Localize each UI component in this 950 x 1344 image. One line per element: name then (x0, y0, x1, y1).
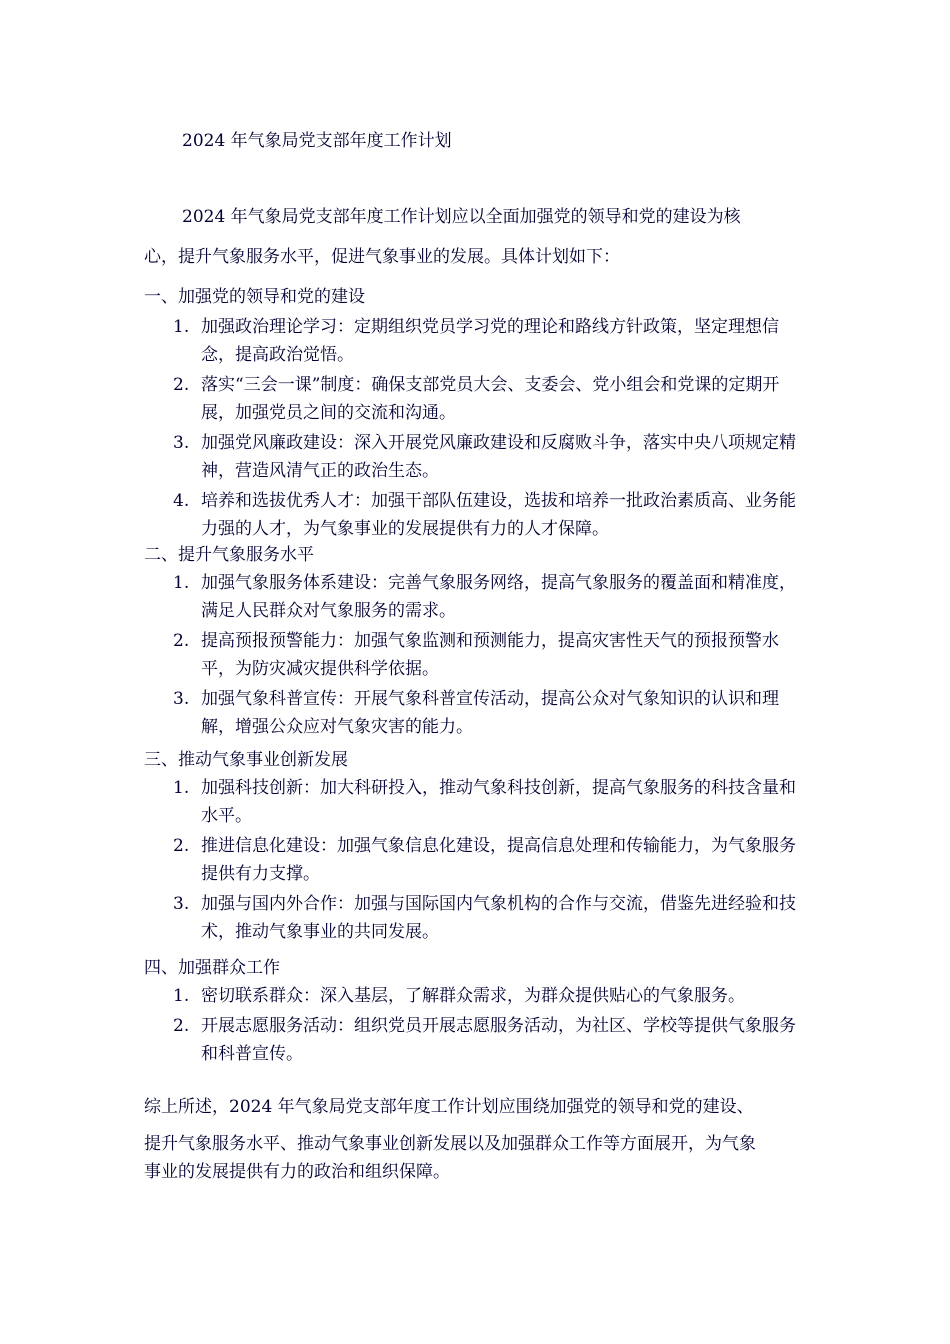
list-item (144, 627, 824, 683)
conclusion-line-3: 事业的发展提供有力的政治和组织保障。 (144, 1162, 450, 1182)
item-text: 加强党风廉政建设：深入开展党风廉政建设和反腐败斗争，落实中央八项规定精神，营造风清气正的政治生态。 (201, 433, 796, 481)
item-number: 3. (173, 894, 190, 914)
item-number: 1. (173, 573, 190, 593)
list-item (144, 832, 824, 888)
item-text: 培养和选拔优秀人才：加强干部队伍建设，选拔和培养一批政治素质高、业务能力强的人才，为气象事业的发展提供有力的人才保障。 (201, 491, 796, 539)
item-text: 密切联系群众：深入基层，了解群众需求，为群众提供贴心的气象服务。 (201, 986, 745, 1006)
section-mass-work (144, 954, 824, 1070)
list-item (144, 487, 824, 543)
conclusion-line-2: 提升气象服务水平、推动气象事业创新发展以及加强群众工作等方面展开，为气象 (144, 1134, 756, 1154)
item-text: 推进信息化建设：加强气象信息化建设，提高信息处理和传输能力，为气象服务提供有力支撑。 (201, 836, 796, 884)
item-text: 提高预报预警能力：加强气象监测和预测能力，提高灾害性天气的预报预警水平，为防灾减灾提供科学依据。 (201, 631, 779, 679)
item-number: 4. (173, 491, 190, 511)
list-item (144, 1012, 824, 1068)
list-item (144, 313, 824, 369)
item-text: 开展志愿服务活动：组织党员开展志愿服务活动，为社区、学校等提供气象服务和科普宣传。 (201, 1016, 796, 1064)
list-item (144, 429, 824, 485)
item-number: 2. (173, 836, 190, 856)
item-text: 加强气象科普宣传：开展气象科普宣传活动，提高公众对气象知识的认识和理解，增强公众应对气象灾害的能力。 (201, 689, 779, 737)
list-item (144, 685, 824, 741)
conclusion-line-1: 综上所述，2024 年气象局党支部年度工作计划应围绕加强党的领导和党的建设、 (144, 1097, 754, 1117)
item-number: 2. (173, 375, 190, 395)
item-number: 3. (173, 689, 190, 709)
item-text: 加强政治理论学习：定期组织党员学习党的理论和路线方针政策，坚定理想信念，提高政治觉悟。 (201, 317, 779, 365)
list-item (144, 774, 824, 830)
section-heading: 四、加强群众工作 (144, 958, 280, 978)
intro-paragraph-line-1: 2024 年气象局党支部年度工作计划应以全面加强党的领导和党的建设为核 (182, 207, 741, 227)
item-text: 加强与国内外合作：加强与国际国内气象机构的合作与交流，借鉴先进经验和技术，推动气象事业的共同发展。 (201, 894, 796, 942)
item-number: 2. (173, 1016, 190, 1036)
item-number: 1. (173, 986, 190, 1006)
section-heading: 三、推动气象事业创新发展 (144, 750, 348, 770)
item-text: 加强气象服务体系建设：完善气象服务网络，提高气象服务的覆盖面和精准度，满足人民群众对气象服务的需求。 (201, 573, 796, 621)
list-item (144, 982, 824, 1010)
section-innovation (144, 746, 824, 948)
section-item-list (144, 313, 824, 543)
item-number: 1. (173, 317, 190, 337)
section-meteorological-service (144, 541, 824, 743)
section-item-list (144, 982, 824, 1068)
section-item-list (144, 569, 824, 741)
item-number: 1. (173, 778, 190, 798)
section-party-leadership (144, 283, 824, 545)
section-item-list (144, 774, 824, 946)
item-text: 加强科技创新：加大科研投入，推动气象科技创新，提高气象服务的科技含量和水平。 (201, 778, 796, 826)
section-heading: 二、提升气象服务水平 (144, 545, 314, 565)
intro-paragraph-line-2: 心，提升气象服务水平，促进气象事业的发展。具体计划如下： (144, 247, 620, 267)
list-item (144, 371, 824, 427)
section-heading: 一、加强党的领导和党的建设 (144, 287, 365, 307)
item-number: 2. (173, 631, 190, 651)
item-number: 3. (173, 433, 190, 453)
list-item (144, 569, 824, 625)
page-title: 2024 年气象局党支部年度工作计划 (182, 131, 452, 151)
item-text: 落实“三会一课”制度：确保支部党员大会、支委会、党小组会和党课的定期开展，加强党员之间的交流和沟通。 (201, 375, 780, 423)
list-item (144, 890, 824, 946)
